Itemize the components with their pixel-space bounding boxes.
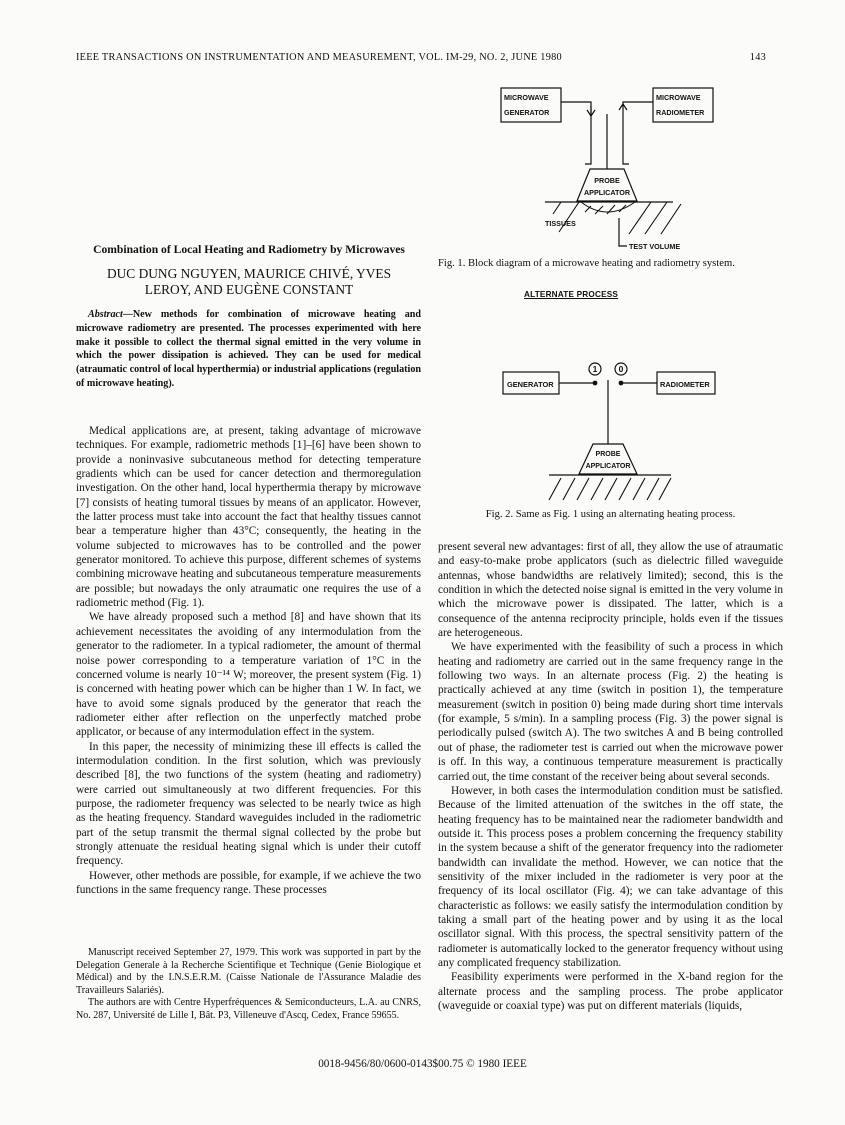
running-title: IEEE TRANSACTIONS ON INSTRUMENTATION AND MEASUREMENT, VOL. IM-29, NO. 2, JUNE 1980 [76, 52, 562, 63]
running-header [76, 52, 766, 63]
fig2-radiometer-label: RADIOMETER [660, 380, 710, 389]
fig1-radiometer-label-2: RADIOMETER [656, 108, 705, 117]
fig2-probe-label-2: APPLICATOR [585, 463, 631, 470]
figure-2-caption: Fig. 2. Same as Fig. 1 using an alternating heating process. [485, 509, 736, 520]
authors-line-2: LEROY, AND EUGÈNE CONSTANT [144, 282, 354, 297]
fig1-radiometer-label-1: MICROWAVE [656, 93, 701, 102]
fig1-tissues-label: TISSUES [545, 219, 576, 228]
radiometer-line [623, 102, 653, 164]
paragraph: We have experimented with the feasibility of such a process in which heating and radiometry are carried out in the same frequency range in the following two ways. In an alternate process (Fig. 2) the heating is practically achieved at any time (switch in position 1), the temperature measurement (switch in position 0) being made during short time intervals (for example, 5 s/min). In a sampling process (Fig. 3) the power signal is periodically pulsed (switch A). The two switches A and B being controlled out of phase, the radiometer test is carried out when the microwave power is off. In this way, a continuous temperature measurement is practically carried out, the time constant of the receiver being about several seconds. [438, 641, 783, 783]
footnotes [76, 947, 421, 1023]
paragraph: In this paper, the necessity of minimizing these ill effects is called the intermodulation condition. In the first solution, which was previously described [8], the two functions of the system (heating and radiometry) were carried out simultaneously at two different frequencies. For this purpose, the radiometer frequency was selected to be nearly twice as high as the heating frequency. Standard waveguides included in the radiometric part of the setup transmit the thermal signal collected by the probe but strongly attenuate the residual heating signal which is under their cutoff frequency. [76, 740, 421, 868]
fig2-generator-label: GENERATOR [507, 380, 554, 389]
page-number: 143 [749, 52, 766, 63]
footnote-manuscript: Manuscript received September 27, 1979. This work was supported in part by the Delegation Generale à la Recherche Scientifique et Technique (Genie Biologique et Médical) and by the I.N.S.E.R.M. (Caisse Nationale de l'Assurance Maladie des Travailleurs Salariés). [76, 947, 421, 996]
fig1-generator-label-1: MICROWAVE [504, 93, 549, 102]
article-authors [76, 266, 422, 298]
fig1-probe-label-1: PROBE [594, 176, 620, 185]
article-title: Combination of Local Heating and Radiometry by Microwaves [93, 243, 405, 256]
footnote-affiliation: The authors are with Centre Hyperfréquences & Semiconducteurs, L.A. au CNRS, No. 287, Université de Lille I, Bât. P3, Villeneuve d'Ascq, Cedex, France 59655. [76, 997, 421, 1021]
body-column-left [76, 424, 421, 897]
paragraph: Medical applications are, at present, taking advantage of microwave techniques. For example, radiometric methods [1]–[6] have been shown to provide a noninvasive subcutaneous method for detecting temperature gradients which can be used for cancer detection and thermoregulation investigation. On the other hand, local hyperthermia therapy by microwave [7] consists of heating tumoral tissues by means of an applicator. However, the latter process must take into account the fact that healthy tissues cannot bear a temperature higher than 43°C; consequently, the heating in the volume subjected to microwaves has to be controlled and the power generator monitored. To achieve this purpose, different schemes of systems combining microwave heating and subcutaneous temperature measurements are possible; but nowadays the only atraumatic one requires the use of a radiometric method (Fig. 1). [76, 425, 421, 610]
copyright-footer: 0018-9456/80/0600-0143$00.75 © 1980 IEEE [318, 1058, 527, 1070]
test-volume-pointer [619, 218, 627, 246]
test-volume-hatch [581, 202, 635, 212]
figure-2-heading: ALTERNATE PROCESS [524, 290, 619, 299]
position-1-label: 1 [592, 364, 598, 374]
switch-contact-1 [593, 381, 597, 385]
authors-line-1: DUC DUNG NGUYEN, MAURICE CHIVÉ, YVES [106, 266, 392, 281]
paragraph: However, other methods are possible, for example, if we achieve the two functions in the same frequency range. These processes [76, 869, 421, 896]
paragraph: present several new advantages: first of all, they allow the use of atraumatic and easy-to-make probe applicators (such as dielectric filled waveguide antennas, whose bandwidths are relatively limited); second, this is the condition in which the detected noise signal is emitted in the very volume in which the microwave power is dissipated. The latter, which is a consequence of the antenna reciprocity principle, holds even if the tissues are heterogeneous. [438, 541, 783, 640]
figure-1-caption: Fig. 1. Block diagram of a microwave heating and radiometry system. [438, 258, 735, 269]
paragraph: We have already proposed such a method [8] and have shown that its achievement necessitates the avoiding of any intermodulation from the generator to the radiometer. In a typical radiometer, the amount of thermal noise power corresponding to a temperature variation of 1°C in the concerned volume is nearly 10⁻¹⁴ W; moreover, the present system (Fig. 1) is concerned with heating power which can be higher than 1 W. In fact, we have to avoid some signals produced by the generator that reach the radiometer either after reflection on the unperfectly matched probe applicator, or because of any intermodulation effect in the system. [76, 611, 421, 739]
figure-1-diagram [495, 84, 735, 258]
body-column-right [438, 540, 783, 1013]
figure-2-diagram [495, 360, 725, 506]
abstract-label: Abstract [88, 309, 123, 320]
fig1-generator-label-2: GENERATOR [504, 108, 550, 117]
fig2-probe-label-1: PROBE [595, 451, 621, 458]
generator-line [561, 102, 591, 164]
position-0-label: 0 [618, 364, 624, 374]
abstract [76, 308, 421, 391]
fig1-probe-label-2: APPLICATOR [583, 188, 631, 197]
switch-contact-0 [619, 381, 623, 385]
fig1-test-volume-label: TEST VOLUME [629, 242, 681, 251]
paragraph: Feasibility experiments were performed in the X-band region for the alternate process and the sampling process. The probe applicator (waveguide or coaxial type) was put on different materials (liquids, [438, 971, 783, 1012]
paragraph: However, in both cases the intermodulation condition must be satisfied. Because of the limited attenuation of the switches in the off state, the heating frequency has to be maintained near the radiometer bandwidth and outside it. This process poses a problem concerning the frequency stability in the system because a shift of the generator frequency into the radiometer bandwidth can invalidate the method. However, we can notice that the sensitivity of the mixer included in the radiometer is very poor at the frequency of its local oscillator (Fig. 4); we can take advantage of this characteristic as follows: we easily satisfy the intermodulation condition by taking a small part of the heating power and by using it as the local oscillator signal. With this process, the spectral sensitivity pattern of the radiometer is automatically locked to the generator frequency without using any complicated frequency stabilization. [438, 784, 783, 969]
abstract-text: —New methods for combination of microwave heating and microwave radiometry are presented. The processes experimented with here make it possible to collect the thermal signal emitted in the very volume in which the power dissipation is achieved. They can be used for medical (atraumatic control of local hyperthermia) or industrial applications (regulation of microwave heating). [76, 309, 421, 389]
